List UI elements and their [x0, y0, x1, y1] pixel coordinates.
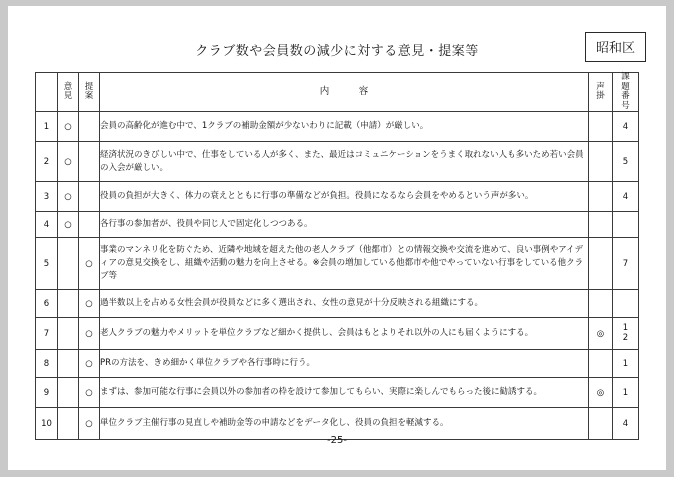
- row-content: まずは、参加可能な行事に会員以外の参加者の枠を設けて参加してもらい、実際に楽しんでもらった後に勧誘する。: [100, 378, 589, 408]
- row-content: 単位クラブ主催行事の見直しや補助金等の申請などをデータ化し、役員の負担を軽減する。: [100, 408, 589, 440]
- row-number: 10: [36, 408, 58, 440]
- row-iken-mark: [58, 238, 79, 290]
- header-naiyo-label: 内 容: [319, 85, 379, 97]
- row-content: 経済状況のきびしい中で、仕事をしている人が多く、また、最近はコミュニケーションをうまく取れない人も多いため若い会員の入会が厳しい。: [100, 142, 589, 182]
- table-row: [36, 238, 639, 290]
- row-kadai-number: [613, 318, 639, 350]
- row-kadai-number: [613, 212, 639, 238]
- row-kokake-mark: ◎: [589, 318, 613, 350]
- row-teian-mark: ○: [79, 318, 100, 350]
- row-kadai-number-text: 1 2: [622, 323, 629, 343]
- row-kadai-number: 4: [613, 182, 639, 212]
- row-kadai-number: [613, 290, 639, 318]
- row-kokake-mark: [589, 182, 613, 212]
- row-iken-mark: [58, 350, 79, 378]
- opinions-table: [35, 72, 639, 440]
- row-iken-mark: ○: [58, 182, 79, 212]
- row-content: 老人クラブの魅力やメリットを単位クラブなど細かく提供し、会員はもとよりそれ以外の人にも届くようにする。: [100, 318, 589, 350]
- page-number: -25-: [327, 435, 347, 446]
- table-row: [36, 290, 639, 318]
- header-iken: [58, 73, 79, 112]
- row-teian-mark: [79, 112, 100, 142]
- table-row: [36, 182, 639, 212]
- row-number: 1: [36, 112, 58, 142]
- row-kadai-number: 5: [613, 142, 639, 182]
- row-teian-mark: ○: [79, 408, 100, 440]
- row-number: 5: [36, 238, 58, 290]
- table-row: [36, 112, 639, 142]
- row-kadai-number: 4: [613, 408, 639, 440]
- header-kokake: [589, 73, 613, 112]
- row-kokake-mark: [589, 238, 613, 290]
- row-content: 事業のマンネリ化を防ぐため、近隣や地域を超えた他の老人クラブ（他都市）との情報交換や交流を進めて、良い事例やアイディアの意見交換をし、組織や活動の魅力を向上させる。※会員の増加している他都市や他でやっていない行事をしている他クラブ等: [100, 238, 589, 290]
- row-kokake-mark: [589, 212, 613, 238]
- header-kadai-label: 課 題 番 号: [621, 72, 630, 111]
- header-teian: [79, 73, 100, 112]
- row-teian-mark: [79, 212, 100, 238]
- header-teian-label: 提 案: [84, 81, 94, 102]
- row-content: 役員の負担が大きく、体力の衰えとともに行事の準備などが負担。役員になるなら会員をやめるという声が多い。: [100, 182, 589, 212]
- row-content: 過半数以上を占める女性会員が役員などに多く選出され、女性の意見が十分反映される組織にする。: [100, 290, 589, 318]
- row-number: 3: [36, 182, 58, 212]
- row-number: 7: [36, 318, 58, 350]
- header-naiyo: [100, 73, 589, 112]
- row-teian-mark: [79, 182, 100, 212]
- row-kokake-mark: [589, 350, 613, 378]
- ward-label: 昭和区: [585, 32, 646, 62]
- row-number: 9: [36, 378, 58, 408]
- row-iken-mark: ○: [58, 112, 79, 142]
- row-teian-mark: ○: [79, 238, 100, 290]
- table-header-row: [36, 73, 639, 112]
- row-number: 4: [36, 212, 58, 238]
- row-content: 会員の高齢化が進む中で、1クラブの補助金額が少ないわりに記載（申請）が厳しい。: [100, 112, 589, 142]
- row-kadai-number: 4: [613, 112, 639, 142]
- row-iken-mark: [58, 318, 79, 350]
- row-iken-mark: [58, 290, 79, 318]
- table-row: [36, 212, 639, 238]
- row-teian-mark: ○: [79, 378, 100, 408]
- row-number: 2: [36, 142, 58, 182]
- header-no: [36, 73, 58, 112]
- opinions-table-wrapper: [35, 72, 639, 440]
- row-number: 8: [36, 350, 58, 378]
- row-teian-mark: [79, 142, 100, 182]
- row-kadai-number: 7: [613, 238, 639, 290]
- row-iken-mark: [58, 378, 79, 408]
- row-teian-mark: ○: [79, 290, 100, 318]
- row-kokake-mark: [589, 112, 613, 142]
- table-row: [36, 378, 639, 408]
- row-kokake-mark: [589, 142, 613, 182]
- row-teian-mark: ○: [79, 350, 100, 378]
- header-kokake-label: 声 掛: [596, 81, 605, 102]
- row-kokake-mark: ◎: [589, 378, 613, 408]
- header-iken-label: 意 見: [63, 81, 73, 102]
- document-header: [8, 40, 666, 70]
- document-page: [8, 6, 666, 470]
- row-kokake-mark: [589, 290, 613, 318]
- row-kadai-number: 1: [613, 350, 639, 378]
- row-number: 6: [36, 290, 58, 318]
- row-iken-mark: ○: [58, 212, 79, 238]
- row-content: 各行事の参加者が、役員や同じ人で固定化しつつある。: [100, 212, 589, 238]
- table-row: [36, 318, 639, 350]
- page-title: クラブ数や会員数の減少に対する意見・提案等: [195, 44, 479, 59]
- header-kadai: [613, 73, 639, 112]
- row-iken-mark: ○: [58, 142, 79, 182]
- table-row: [36, 350, 639, 378]
- table-row: [36, 142, 639, 182]
- table-body: [36, 112, 639, 440]
- row-kadai-number: 1: [613, 378, 639, 408]
- row-content: PRの方法を、きめ細かく単位クラブや各行事時に行う。: [100, 350, 589, 378]
